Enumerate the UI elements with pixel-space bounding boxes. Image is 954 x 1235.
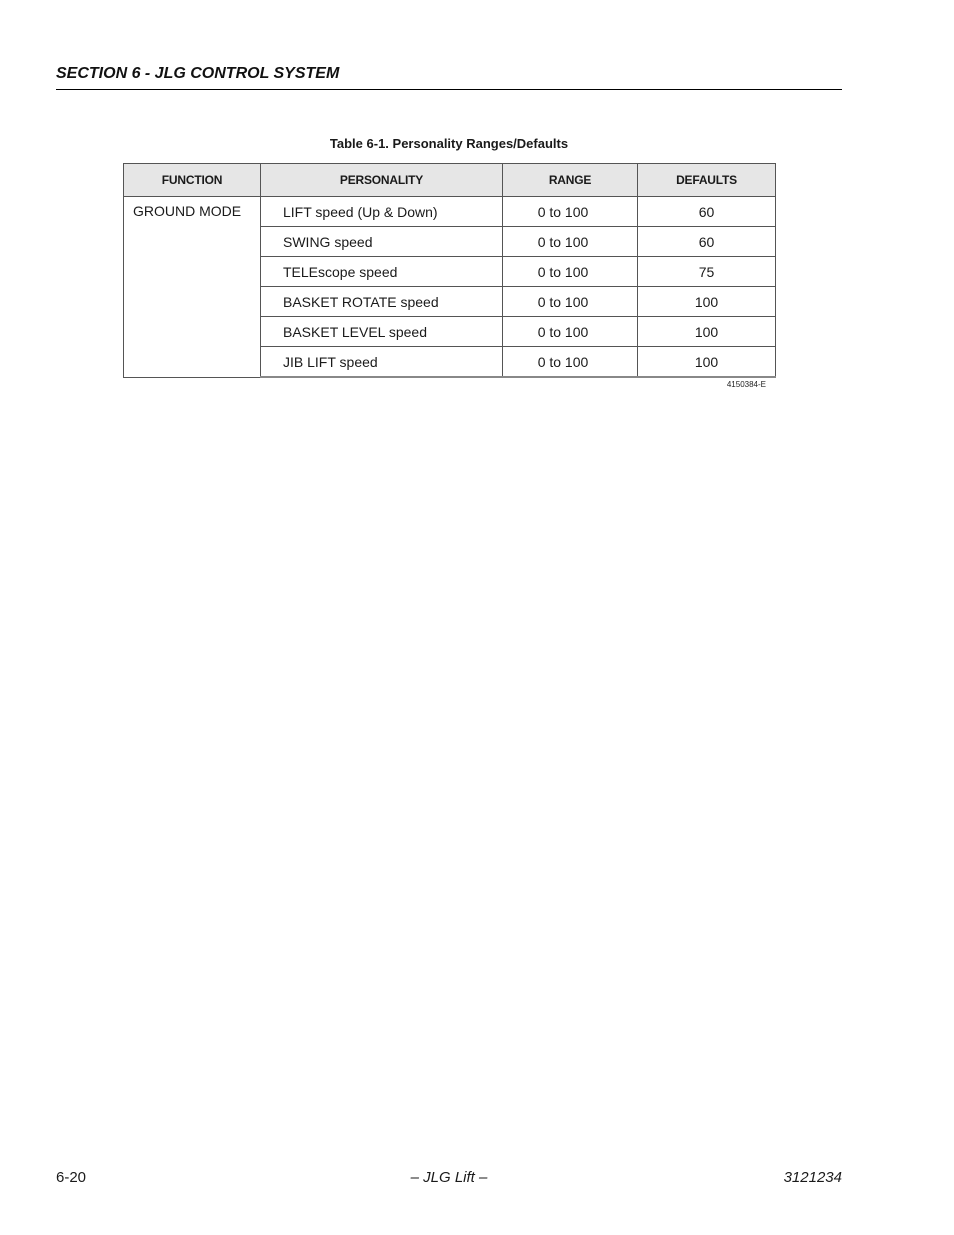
default-cell: 100: [638, 347, 776, 378]
column-header-defaults: DEFAULTS: [638, 164, 776, 197]
default-cell: 100: [638, 317, 776, 347]
personality-cell: JIB LIFT speed: [261, 347, 503, 378]
section-title: SECTION 6 - JLG CONTROL SYSTEM: [56, 65, 340, 82]
range-cell: 0 to 100: [503, 197, 638, 227]
page-number: 6-20: [56, 1169, 87, 1186]
personality-cell: BASKET ROTATE speed: [261, 287, 503, 317]
range-cell: 0 to 100: [503, 347, 638, 378]
range-cell: 0 to 100: [503, 227, 638, 257]
table-row: [124, 197, 776, 227]
figure-reference: 4150384-E: [726, 380, 766, 389]
range-cell: 0 to 100: [503, 317, 638, 347]
document-number: 3121234: [783, 1169, 842, 1186]
column-header-function: FUNCTION: [124, 164, 261, 197]
page-footer: [56, 1168, 842, 1188]
personality-cell: SWING speed: [261, 227, 503, 257]
range-cell: 0 to 100: [503, 257, 638, 287]
table-header-row: [124, 164, 776, 197]
default-cell: 60: [638, 227, 776, 257]
personality-cell: BASKET LEVEL speed: [261, 317, 503, 347]
default-cell: 75: [638, 257, 776, 287]
personality-table: [123, 163, 776, 378]
column-header-range: RANGE: [503, 164, 638, 197]
function-cell: GROUND MODE: [124, 197, 261, 378]
footer-title: – JLG Lift –: [410, 1169, 488, 1186]
column-header-personality: PERSONALITY: [261, 164, 503, 197]
default-cell: 100: [638, 287, 776, 317]
table-caption: Table 6-1. Personality Ranges/Defaults: [329, 136, 569, 151]
section-header: [56, 64, 842, 90]
personality-cell: LIFT speed (Up & Down): [261, 197, 503, 227]
personality-cell: TELEscope speed: [261, 257, 503, 287]
default-cell: 60: [638, 197, 776, 227]
range-cell: 0 to 100: [503, 287, 638, 317]
